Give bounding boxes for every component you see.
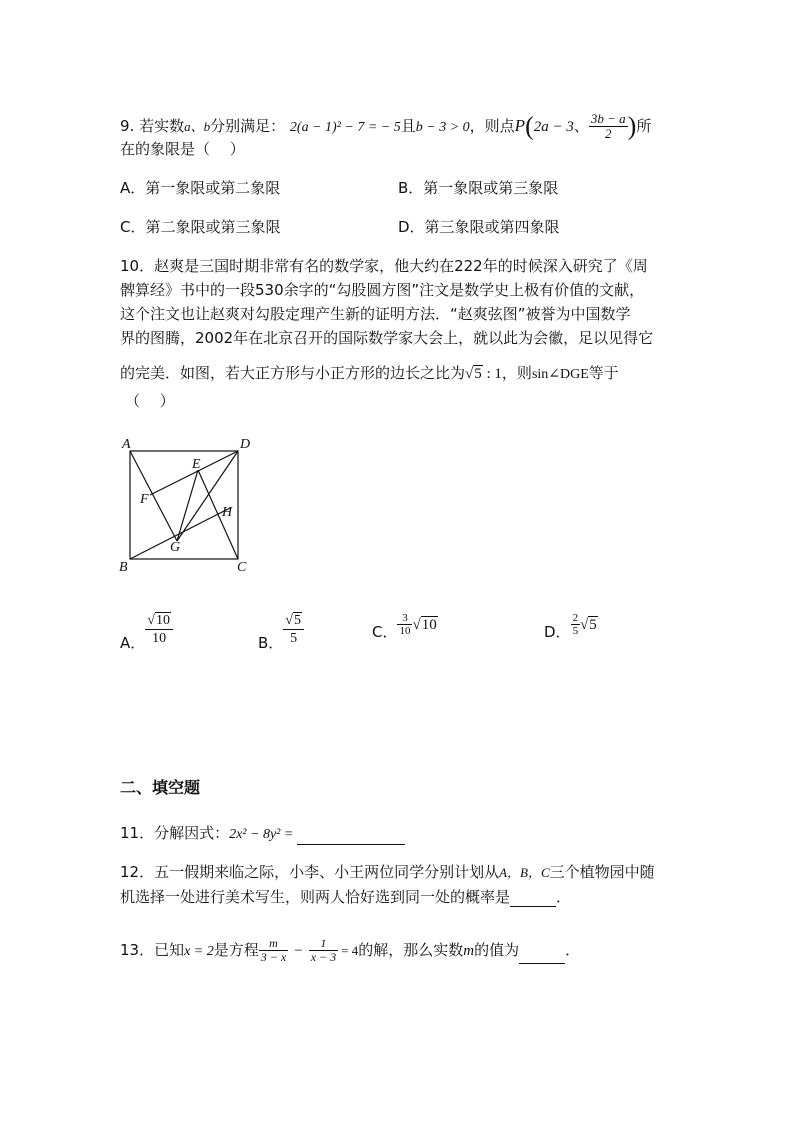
q10-option-b: B． $\frac{√5}{5}$ [258,612,304,653]
q9-option-b: B．第一象限或第三象限 [398,179,559,197]
q10-line4: 界的图腾，2002年在北京召开的国际数学家大会上，就以此为会徽，足以见得它 [120,329,654,347]
q10-line2: 髀算经》书中的一段530余字的“勾股圆方图”注文是数学史上极有价值的文献， [120,281,645,299]
q11-answer-blank[interactable] [297,826,405,845]
label-h: H [222,505,233,520]
q13-answer-blank[interactable] [519,946,565,964]
q9-option-a: A．第一象限或第二象限 [120,179,281,197]
q13-fraction-2: $\frac{1}{x - 3}$ [310,936,337,964]
label-e: E [192,457,201,472]
q11-line: 11．分解因式：2x² − 8y² = [120,823,405,845]
line-dg [150,451,238,495]
q9-equation-2: b − 3 > 0 [415,120,470,135]
q10-line5: 的完美．如图，若大正方形与小正方形的边长之比为√5 : 1，则sin∠DGE等于 [120,364,619,382]
q9-equation-1: 2(a − 1)² − 7 = − 5 [289,120,401,135]
q12-answer-blank[interactable] [510,889,556,907]
q10-line3: 这个注文也让赵爽对勾股定理产生新的证明方法．“赵爽弦图”被誉为中国数学 [120,305,631,323]
line-ce [198,470,238,559]
q9-line1: 9. 若实数a、b分别满足： 2(a − 1)² − 7 = − 5且b − 3 > 0，则点P(2a − 3、 $\frac{3b - a}{2}$ )所 [120,111,652,141]
line-ge [177,470,198,541]
q10-option-d: D． $\frac{2}{5}$ √5 [544,612,597,641]
sqrt-5-ratio: √5 [465,366,482,382]
q10-option-c: C． $\frac{3}{10}$ √10 [372,612,437,641]
line-gd [177,451,238,541]
q12-line2: 机选择一处进行美术写生，则两人恰好选到同一处的概率是 ． [120,888,572,906]
label-d: D [240,437,251,452]
section-heading: 二、填空题 [120,778,201,797]
sin-expression: sin∠DGE [531,367,589,382]
outer-square [130,451,238,559]
label-a: A [122,437,131,452]
q10-option-a: A． $\frac{√10}{10}$ [120,612,173,653]
label-b: B [119,560,128,575]
label-f: F [140,492,149,507]
q12-line1: 12．五一假期来临之际，小李、小王两位同学分别计划从A，B，C三个植物园中随 [120,863,655,881]
line-af [130,451,177,541]
q9-option-d: D．第三象限或第四象限 [398,218,560,236]
q13-fraction-1: $\frac{m}{3 - x}$ [260,936,287,964]
q9-line2: 在的象限是（ ） [120,140,245,158]
q9-fraction: $\frac{3b - a}{2}$ [590,111,626,141]
line-bh [130,508,230,559]
q10-line1: 10．赵爽是三国时期非常有名的数学家，他大约在222年的时候深入研究了《周 [120,257,648,275]
label-g: G [170,540,181,555]
q9-option-c: C．第二象限或第三象限 [120,218,281,236]
q10-line6: （ ） [125,392,175,410]
q13-line: 13．已知x = 2是方程 $\frac{m}{3 - x}$ − $\frac{1}{x - 3}$ = 4的解，那么实数m的值为 ． [120,936,581,964]
label-c: C [237,560,247,575]
